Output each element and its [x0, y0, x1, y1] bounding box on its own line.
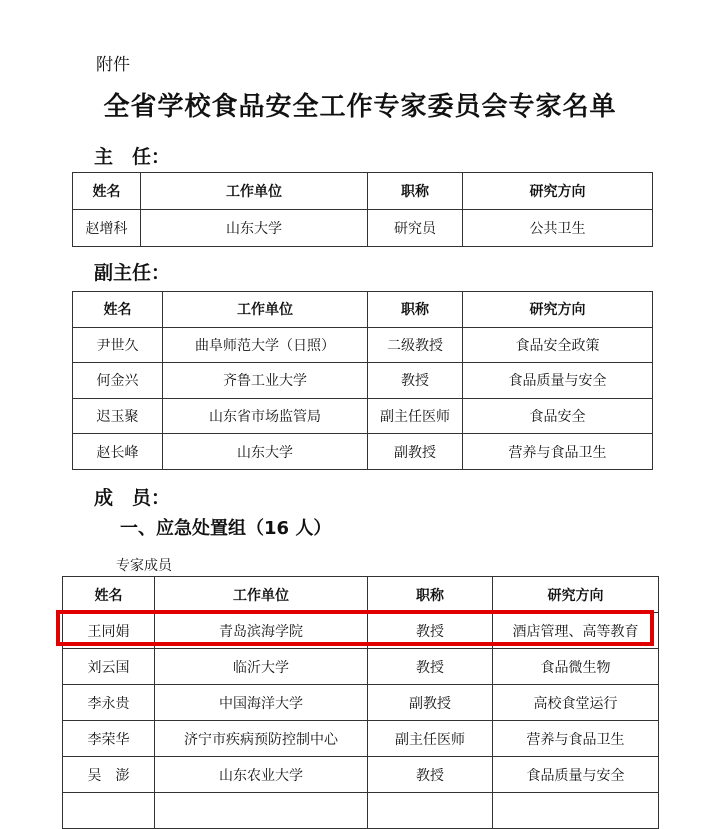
table-header-row	[63, 577, 659, 613]
table-row	[63, 757, 659, 793]
cell-workplace: 中国海洋大学	[155, 685, 368, 721]
cell-research: 营养与食品卫生	[493, 721, 659, 757]
cell-workplace: 山东大学	[163, 434, 368, 470]
cell-research: 营养与食品卫生	[463, 434, 653, 470]
cell-title: 二级教授	[368, 327, 463, 363]
header-workplace: 工作单位	[141, 173, 368, 210]
cell-name: 李永贵	[63, 685, 155, 721]
cell-research: 酒店管理、高等教育	[493, 613, 659, 649]
cell-name: 尹世久	[73, 327, 163, 363]
cell-research: 高校食堂运行	[493, 685, 659, 721]
cell-name: 刘云国	[63, 649, 155, 685]
cell-name: 王同娟	[63, 613, 155, 649]
header-name: 姓名	[63, 577, 155, 613]
cell-title: 教授	[368, 757, 493, 793]
director-heading: 主 任：	[94, 146, 171, 168]
members-heading: 成 员：	[94, 487, 171, 509]
table-row	[73, 327, 653, 363]
cell-title: 研究员	[368, 210, 463, 247]
cell-workplace	[155, 793, 368, 829]
header-name: 姓名	[73, 173, 141, 210]
cell-research: 公共卫生	[463, 210, 653, 247]
cell-title: 副教授	[368, 685, 493, 721]
cell-name: 赵增科	[73, 210, 141, 247]
header-title: 职称	[368, 173, 463, 210]
table-header-row	[73, 292, 653, 328]
header-name: 姓名	[73, 292, 163, 328]
cell-research: 食品微生物	[493, 649, 659, 685]
cell-title: 教授	[368, 613, 493, 649]
header-research: 研究方向	[463, 173, 653, 210]
deputy-table	[72, 291, 653, 470]
table-header-row	[73, 173, 653, 210]
attachment-label: 附件	[96, 55, 130, 75]
cell-workplace: 山东省市场监管局	[163, 398, 368, 434]
header-workplace: 工作单位	[155, 577, 368, 613]
table-row	[63, 793, 659, 829]
deputy-heading: 副主任：	[94, 262, 171, 284]
table-row	[63, 649, 659, 685]
header-research: 研究方向	[493, 577, 659, 613]
cell-title: 教授	[368, 363, 463, 399]
table-row	[73, 398, 653, 434]
cell-title: 副主任医师	[368, 721, 493, 757]
highlight-box	[56, 610, 654, 646]
cell-workplace: 临沂大学	[155, 649, 368, 685]
cell-research: 食品安全政策	[463, 327, 653, 363]
cell-workplace: 山东大学	[141, 210, 368, 247]
cell-title	[368, 793, 493, 829]
cell-name: 何金兴	[73, 363, 163, 399]
header-research: 研究方向	[463, 292, 653, 328]
cell-title: 教授	[368, 649, 493, 685]
cell-name	[63, 793, 155, 829]
table-row	[63, 685, 659, 721]
cell-title: 副教授	[368, 434, 463, 470]
table-row	[73, 434, 653, 470]
cell-workplace: 齐鲁工业大学	[163, 363, 368, 399]
cell-name: 吴 澎	[63, 757, 155, 793]
group-title: 一、应急处置组（16 人）	[120, 518, 332, 539]
header-title: 职称	[368, 292, 463, 328]
table-row	[73, 363, 653, 399]
table-row	[63, 721, 659, 757]
cell-name: 迟玉聚	[73, 398, 163, 434]
header-workplace: 工作单位	[163, 292, 368, 328]
cell-name: 赵长峰	[73, 434, 163, 470]
cell-name: 李荣华	[63, 721, 155, 757]
cell-research: 食品质量与安全	[493, 757, 659, 793]
cell-research	[493, 793, 659, 829]
director-table	[72, 172, 653, 247]
cell-workplace: 青岛滨海学院	[155, 613, 368, 649]
document-title: 全省学校食品安全工作专家委员会专家名单	[103, 92, 617, 122]
header-title: 职称	[368, 577, 493, 613]
cell-research: 食品质量与安全	[463, 363, 653, 399]
cell-workplace: 曲阜师范大学（日照）	[163, 327, 368, 363]
cell-title: 副主任医师	[368, 398, 463, 434]
cell-workplace: 山东农业大学	[155, 757, 368, 793]
table-caption: 专家成员	[116, 558, 172, 574]
cell-workplace: 济宁市疾病预防控制中心	[155, 721, 368, 757]
cell-research: 食品安全	[463, 398, 653, 434]
table-row	[73, 210, 653, 247]
